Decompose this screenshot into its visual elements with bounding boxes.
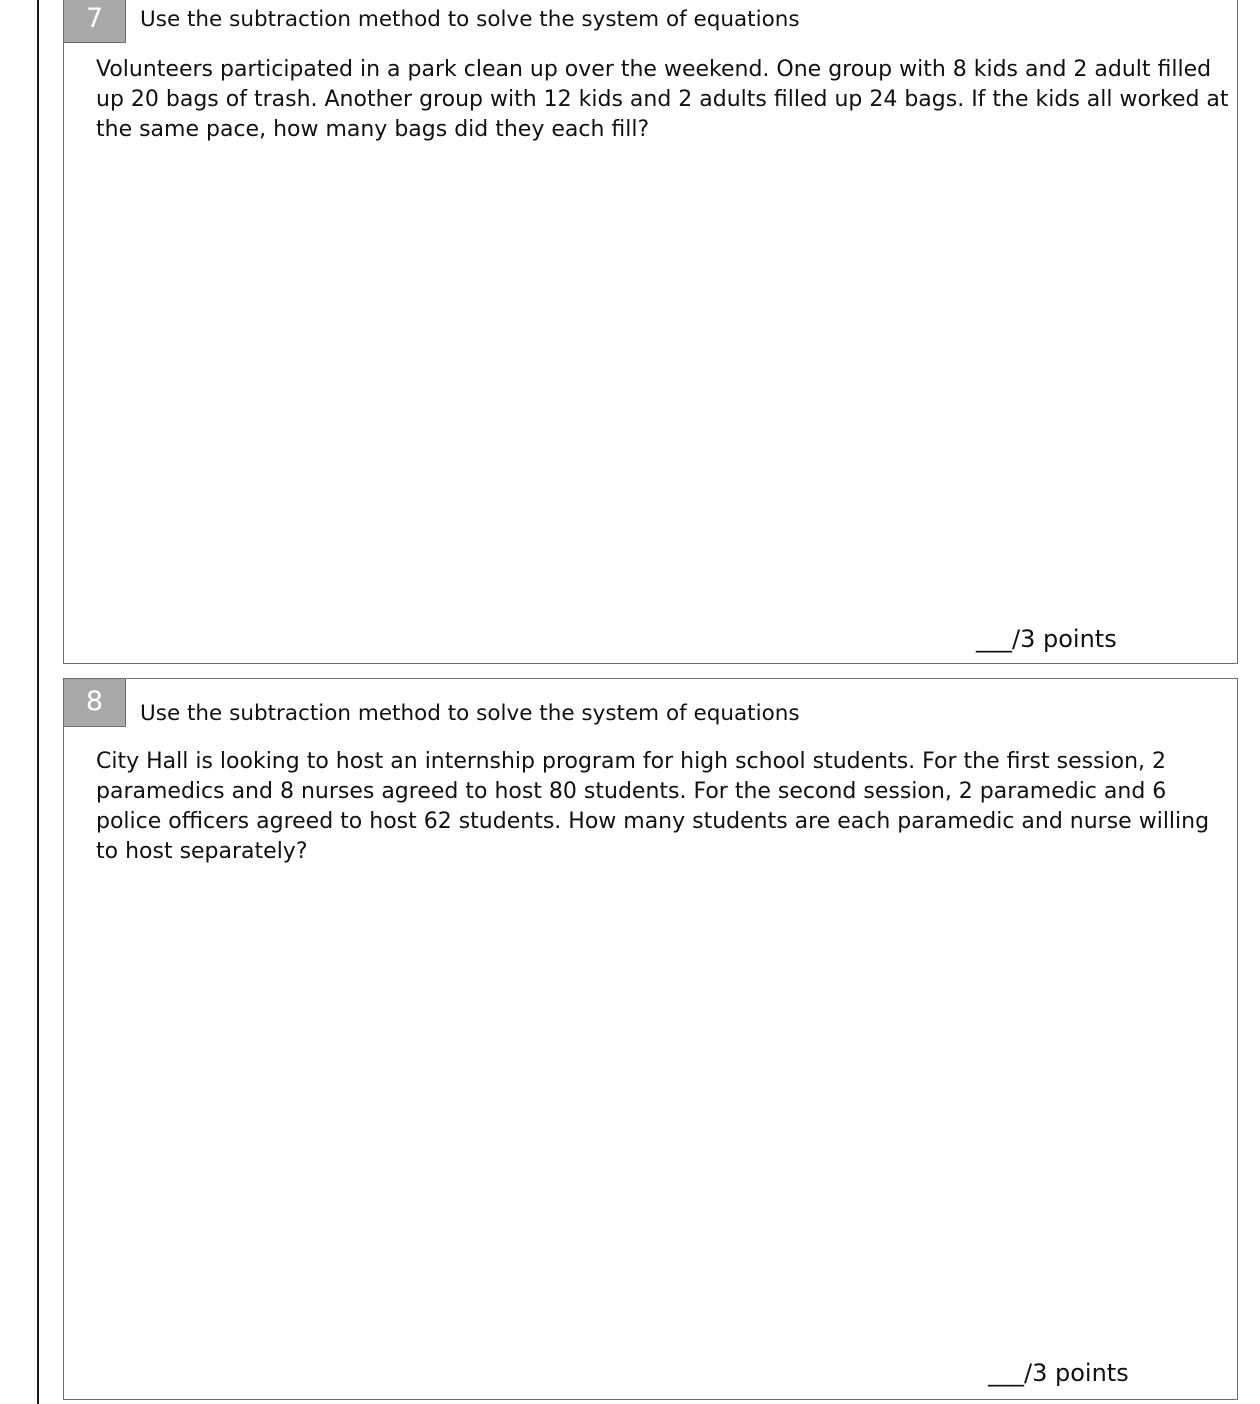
question-text: Volunteers participated in a park clean up over the weekend. One group with 8 kids and 2 adult filled up 20 bags of trash. Another group with 12 kids and 2 adults filled up 24 bags. If the kids all worked at the same pace, how many bags did they each fill?: [96, 57, 1229, 142]
question-text: City Hall is looking to host an internship program for high school students. For the first session, 2 paramedics and 8 nurses agreed to host 80 students. For the second session, 2 paramedic and 6 police officers agreed to host 62 students. How many students are each paramedic and nurse willing to host separately?: [96, 749, 1210, 864]
page-margin-line: [37, 0, 39, 1404]
question-8-box: [63, 678, 1238, 1400]
question-7-box: [63, 0, 1238, 664]
question-instruction: Use the subtraction method to solve the system of equations: [140, 701, 800, 726]
points-field: ___/3 points: [988, 1359, 1129, 1387]
question-instruction: Use the subtraction method to solve the system of equations: [140, 7, 800, 32]
question-number: 7: [64, 0, 126, 43]
points-field: ___/3 points: [976, 625, 1117, 653]
question-number: 8: [64, 679, 126, 727]
